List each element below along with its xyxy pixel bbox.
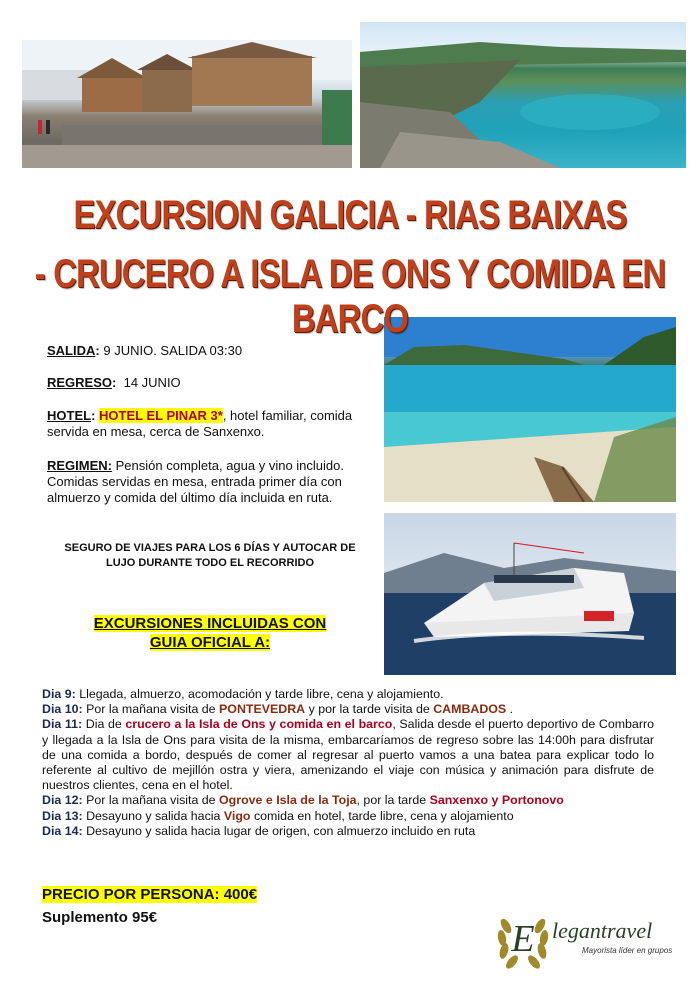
salida-row: SALIDA: 9 JUNIO. SALIDA 03:30 [47, 343, 243, 358]
day-label: Dia 9: [42, 687, 76, 701]
price-label: PRECIO POR PERSONA: 400€ [42, 886, 258, 903]
day-text: comida en hotel, tarde libre, cena y alojamiento [253, 808, 514, 823]
page-title: EXCURSION GALICIA - RIAS BAIXAS [73, 193, 627, 237]
hotel-name: HOTEL EL PINAR 3* [99, 408, 223, 423]
regreso-row: REGRESO: 14 JUNIO [47, 375, 181, 390]
place-name: PONTEVEDRA [219, 702, 306, 717]
excursiones-line1: EXCURSIONES INCLUIDAS CON [93, 615, 327, 632]
day-label: Dia 13: [42, 808, 83, 823]
excursiones-line2: GUIA OFICIAL A: [149, 634, 271, 651]
regimen-value: Pensión completa, agua y vino incluido. Comidas servidas en mesa, entrada primer día con almuerzo y comida del último día incluida en ruta. [47, 458, 344, 505]
place-name: Ogrove e Isla de la Toja [219, 793, 357, 808]
coast-photo [360, 22, 686, 168]
boat-photo [384, 513, 676, 675]
regimen-row [47, 458, 357, 506]
beach-photo [384, 317, 676, 502]
logo-tagline: Mayorista líder en grupos [582, 946, 673, 955]
day-label: Dia 11: [42, 717, 83, 732]
regimen-label: REGIMEN: [47, 458, 112, 473]
regreso-label: REGRESO [47, 375, 113, 390]
place-name: crucero a la Isla de Ons y comida en el barco [125, 717, 393, 732]
day-label: Dia 12: [42, 793, 83, 808]
day-text: . [509, 702, 514, 717]
day-text: Por la mañana visita de [86, 702, 216, 717]
seguro-note: SEGURO DE VIAJES PARA LOS 6 DÍAS Y AUTOCAR DE LUJO DURANTE TODO EL RECORRIDO [64, 542, 356, 569]
supplement: Suplemento 95€ [42, 909, 158, 926]
hotel-label: HOTEL [47, 408, 92, 423]
itinerary-day-10 [42, 702, 654, 717]
salida-label: SALIDA [47, 343, 96, 358]
place-name: Sanxenxo y Portonovo [429, 793, 564, 808]
itinerary-day-13 [42, 809, 654, 824]
day-text: , Salida desde el puerto deportivo de Combarro y llegada a la Isla de Ons para visita de la misma, embarcaríamos de regreso sobre las 14:00h para disfrutar de una comida a bordo, después de comer al regresar al puerto vamos a una batea para explicar todo lo referente al cultivo de mejillón ostra y viera, amenizando el viaje con música y animación para disfrute de nuestros clientes, cena en el hotel. [42, 717, 654, 793]
day-text: Por la mañana visita de [86, 793, 216, 808]
itinerary-day-11 [42, 717, 654, 793]
day-label: Dia 14: [42, 823, 83, 838]
hotel-description: , hotel familiar, comida servida en mesa, cerca de Sanxenxo. [47, 408, 353, 439]
day-label: Dia 10: [42, 702, 83, 717]
day-text: Dia de [85, 717, 122, 732]
price-per-person [42, 886, 257, 903]
elegantravel-logo [492, 896, 682, 976]
day-text: , por la tarde [356, 793, 427, 808]
logo-wordmark: legantravel [552, 918, 653, 943]
itinerary-day-14 [42, 824, 654, 839]
hotel-row: HOTEL: HOTEL EL PINAR 3*, hotel familiar, comida servida en mesa, cerca de Sanxenxo. [47, 408, 353, 439]
salida-value: 9 JUNIO. SALIDA 03:30 [103, 343, 243, 358]
regreso-value: 14 JUNIO [123, 375, 181, 390]
place-name: Vigo [223, 808, 251, 823]
day-text: y por la tarde visita de [308, 702, 430, 717]
day-text: Desayuno y salida hacia lugar de origen, con almuerzo incluido en ruta [86, 823, 476, 838]
horreos-photo [22, 40, 352, 168]
excursiones-heading [60, 614, 360, 652]
itinerary-day-12 [42, 793, 654, 808]
day-text: Desayuno y salida hacia [86, 808, 221, 823]
itinerary [42, 687, 654, 839]
logo-monogram: E [511, 918, 535, 960]
itinerary-day-9 [42, 687, 654, 702]
place-name: CAMBADOS [433, 702, 507, 717]
day-text: Llegada, almuerzo, acomodación y tarde libre, cena y alojamiento. [79, 687, 444, 701]
page-subtitle: - CRUCERO A ISLA DE ONS Y COMIDA EN BARCO [34, 252, 666, 341]
